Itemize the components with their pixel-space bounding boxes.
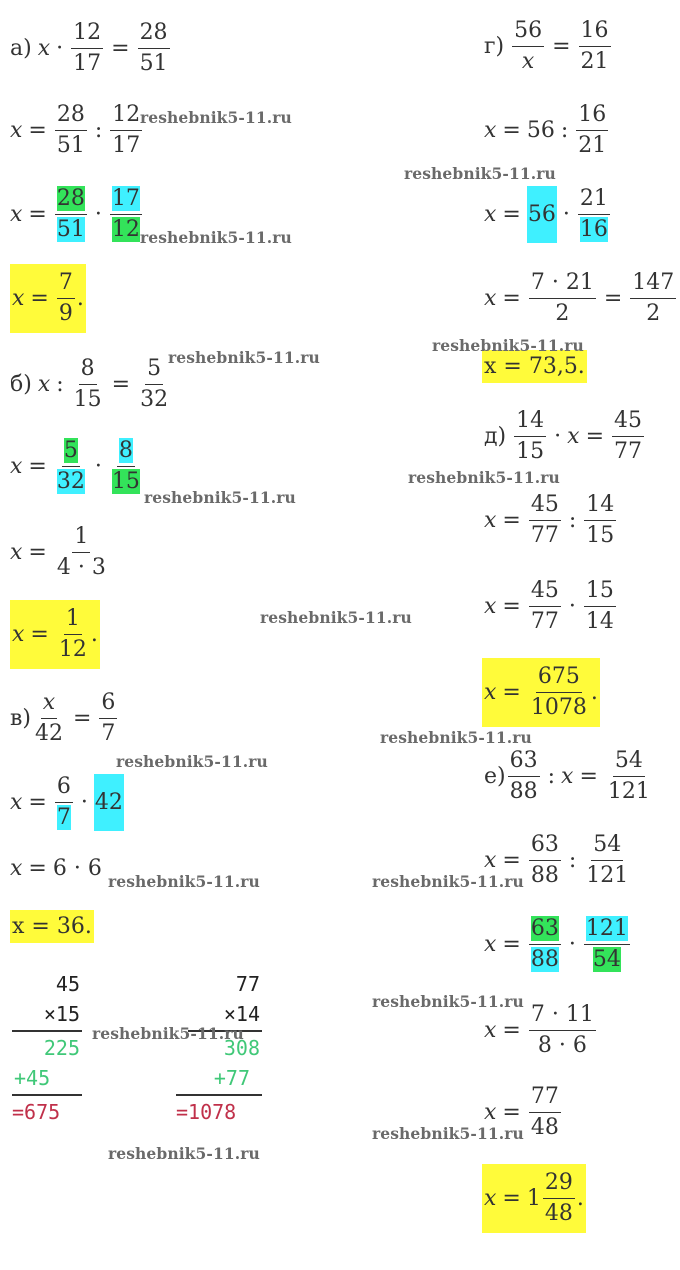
- op-eq: =: [552, 34, 571, 59]
- fraction: $\frac{45}{77}$: [614, 408, 642, 464]
- mult2-top: 77: [235, 972, 260, 996]
- op-mul: ·: [56, 36, 64, 61]
- equation-d-step1: [484, 490, 618, 551]
- fraction: [110, 436, 142, 497]
- answer-e: [482, 1164, 586, 1233]
- period: .: [90, 622, 98, 647]
- fraction: $\frac{6}{7}$: [56, 774, 71, 830]
- mult1-bottom: ×15: [43, 1002, 80, 1026]
- op-eq: =: [579, 764, 598, 789]
- watermark: reshebnik5-11.ru: [372, 872, 524, 891]
- period: .: [576, 1186, 584, 1211]
- fraction: $\frac{15}{14}$: [585, 578, 614, 634]
- mult2-bottom: ×14: [223, 1002, 260, 1026]
- answer-text: x = 36.: [12, 914, 92, 939]
- op-eq: =: [28, 540, 47, 565]
- op-div: :: [56, 372, 64, 397]
- equation-g-step2: [484, 184, 612, 245]
- variable-x: x: [484, 508, 497, 533]
- op-eq: =: [28, 790, 47, 815]
- variable-x: x: [484, 594, 497, 619]
- variable-x: x: [561, 764, 574, 789]
- fraction: $\frac{1}{4 \cdot 3}$: [56, 524, 106, 580]
- fraction: $\frac{147}{2}$: [632, 270, 675, 326]
- variable-x: x: [10, 454, 23, 479]
- highlight-cyan: 32: [56, 469, 85, 494]
- highlight-cyan: 51: [56, 217, 85, 242]
- fraction: $\frac{29}{48}$: [544, 1170, 573, 1226]
- fraction: $\frac{675}{1078}$: [530, 664, 587, 720]
- fraction: [55, 436, 87, 497]
- fraction: $\frac{45}{77}$: [530, 578, 559, 634]
- op-mul: ·: [568, 932, 576, 957]
- fraction: $\frac{63}{88}$: [509, 748, 538, 804]
- op-eq: =: [30, 622, 49, 647]
- equation-e-statement: [484, 746, 654, 807]
- answer-v: [10, 910, 94, 943]
- equation-d-statement: [484, 406, 646, 467]
- highlight-green: 15: [111, 469, 140, 494]
- highlight-green: 12: [111, 217, 140, 242]
- op-eq: =: [502, 1100, 521, 1125]
- variable-x: x: [12, 286, 25, 311]
- variable-x: x: [484, 118, 497, 143]
- op-eq: =: [502, 286, 521, 311]
- watermark: reshebnik5-11.ru: [108, 1144, 260, 1163]
- watermark: reshebnik5-11.ru: [140, 228, 292, 247]
- highlight-cyan: 42: [94, 774, 124, 831]
- equation-b-step1: [10, 436, 144, 497]
- variable-x: x: [484, 1100, 497, 1125]
- op-eq: =: [72, 706, 92, 731]
- fraction: $\frac{12}{17}$: [112, 102, 141, 158]
- answer-text: x = 73,5.: [484, 354, 585, 379]
- highlight-green: 54: [592, 947, 621, 972]
- highlight-cyan: 121: [585, 916, 628, 941]
- answer-a: [10, 264, 86, 333]
- equation-v-step1: [10, 772, 124, 833]
- variable-x: x: [10, 856, 23, 881]
- watermark: reshebnik5-11.ru: [140, 108, 292, 127]
- op-eq: =: [28, 856, 47, 881]
- period: .: [590, 680, 598, 705]
- variable-x: x: [10, 118, 23, 143]
- op-eq: =: [28, 202, 47, 227]
- highlight-green: 63: [530, 916, 559, 941]
- fraction: $\frac{16}{21}$: [580, 18, 609, 74]
- variable-x: x: [567, 424, 580, 449]
- watermark: reshebnik5-11.ru: [408, 468, 560, 487]
- variable-x: x: [484, 680, 497, 705]
- equation-v-step2: [10, 856, 102, 881]
- label-g: г): [484, 34, 505, 59]
- fraction: $\frac{7 \cdot 11}{8 \cdot 6}$: [530, 1002, 594, 1058]
- label-b: б): [10, 372, 32, 397]
- label-a: а): [10, 36, 32, 61]
- answer-b: [10, 600, 100, 669]
- fraction: $\frac{21}{16}$: [579, 186, 608, 242]
- fraction: $\frac{56}{x}$: [514, 18, 543, 74]
- expression: 6 · 6: [52, 856, 102, 881]
- fraction: $\frac{28}{51}$: [139, 20, 168, 76]
- equation-g-step1: [484, 100, 610, 161]
- highlight-cyan: 56: [527, 186, 557, 243]
- watermark: reshebnik5-11.ru: [372, 992, 524, 1011]
- op-eq: =: [603, 286, 623, 311]
- fraction: $\frac{14}{15}$: [586, 492, 615, 548]
- mult1-partial1: 225: [43, 1036, 80, 1060]
- variable-x: x: [484, 1186, 497, 1211]
- mult1-total: =675: [12, 1100, 61, 1124]
- watermark: reshebnik5-11.ru: [108, 872, 260, 891]
- answer-d: [482, 658, 600, 727]
- variable-x: x: [10, 540, 23, 565]
- fraction: $\frac{12}{17}$: [73, 20, 102, 76]
- watermark: reshebnik5-11.ru: [404, 164, 556, 183]
- number: 56: [526, 118, 555, 143]
- op-eq: =: [585, 424, 604, 449]
- watermark: reshebnik5-11.ru: [144, 488, 296, 507]
- equation-d-step2: [484, 576, 618, 637]
- op-eq: =: [30, 286, 49, 311]
- watermark: reshebnik5-11.ru: [116, 752, 268, 771]
- fraction: $\frac{45}{77}$: [530, 492, 559, 548]
- op-eq: =: [502, 680, 521, 705]
- variable-x: x: [484, 1018, 497, 1043]
- equation-e-step2: [484, 914, 632, 975]
- variable-x: x: [10, 790, 23, 815]
- fraction: $\frac{14}{15}$: [516, 408, 545, 464]
- highlight-cyan: 16: [579, 217, 608, 242]
- highlight-cyan: 7: [56, 805, 71, 830]
- op-eq: =: [111, 36, 130, 61]
- fraction: $\frac{54}{121}$: [607, 748, 650, 804]
- equation-a-step1: [10, 100, 144, 161]
- op-div: :: [560, 118, 569, 143]
- op-eq: =: [111, 372, 131, 397]
- fraction: $\frac{16}{21}$: [578, 102, 607, 158]
- op-div: :: [547, 764, 556, 789]
- equation-b-statement: [10, 354, 172, 415]
- variable-x: x: [484, 932, 497, 957]
- op-eq: =: [502, 1186, 521, 1211]
- fraction: $\frac{77}{48}$: [530, 1084, 559, 1140]
- fraction: [529, 914, 561, 975]
- equation-g-statement: [484, 16, 613, 77]
- op-div: :: [94, 118, 103, 143]
- variable-x: x: [484, 202, 497, 227]
- op-eq: =: [502, 848, 521, 873]
- label-d: д): [484, 424, 507, 449]
- equation-v-statement: [10, 688, 119, 749]
- fraction: $\frac{5}{32}$: [140, 356, 169, 412]
- equation-g-step3: [484, 268, 678, 329]
- fraction: $\frac{63}{88}$: [530, 832, 559, 888]
- variable-x: x: [12, 622, 25, 647]
- highlight-cyan: 88: [530, 947, 559, 972]
- equation-a-statement: [10, 18, 172, 79]
- highlight-green: 28: [56, 186, 85, 211]
- op-eq: =: [502, 932, 521, 957]
- variable-x: x: [10, 202, 23, 227]
- op-eq: =: [502, 118, 521, 143]
- whole-part: 1: [526, 1186, 541, 1211]
- label-e: е): [484, 764, 506, 789]
- op-mul: ·: [562, 202, 570, 227]
- op-div: :: [568, 508, 577, 533]
- fraction: [55, 184, 87, 245]
- op-mul: ·: [94, 454, 102, 479]
- watermark: reshebnik5-11.ru: [260, 608, 412, 627]
- variable-x: x: [484, 848, 497, 873]
- fraction: $\frac{1}{12}$: [58, 606, 87, 662]
- op-eq: =: [28, 454, 47, 479]
- highlight-green: 5: [63, 438, 78, 463]
- fraction: $\frac{8}{15}$: [73, 356, 102, 412]
- mult2-partial2: +77: [213, 1066, 250, 1090]
- mult1-top: 45: [55, 972, 80, 996]
- equation-a-step2: [10, 184, 144, 245]
- op-mul: ·: [568, 594, 576, 619]
- period: .: [76, 286, 84, 311]
- op-mul: ·: [80, 790, 88, 815]
- watermark: reshebnik5-11.ru: [432, 336, 584, 355]
- mult2-partial1: 308: [223, 1036, 260, 1060]
- watermark: reshebnik5-11.ru: [372, 1124, 524, 1143]
- op-mul: ·: [554, 424, 562, 449]
- fraction: [110, 184, 142, 245]
- fraction: [584, 914, 630, 975]
- op-eq: =: [502, 1018, 521, 1043]
- highlight-cyan: 8: [118, 438, 133, 463]
- fraction: $\frac{x}{42}$: [34, 690, 63, 746]
- variable-x: x: [37, 372, 51, 397]
- fraction: $\frac{54}{121}$: [586, 832, 629, 888]
- label-v: в): [10, 706, 31, 731]
- variable-x: x: [484, 286, 497, 311]
- watermark: reshebnik5-11.ru: [380, 728, 532, 747]
- fraction: $\frac{28}{51}$: [56, 102, 85, 158]
- fraction: $\frac{7 \cdot 21}{2}$: [530, 270, 594, 326]
- variable-x: x: [37, 36, 51, 61]
- op-div: :: [568, 848, 577, 873]
- fraction: $\frac{7}{9}$: [58, 270, 73, 326]
- highlight-cyan: 17: [111, 186, 140, 211]
- op-eq: =: [28, 118, 47, 143]
- fraction: $\frac{6}{7}$: [101, 690, 116, 746]
- watermark: reshebnik5-11.ru: [92, 1024, 244, 1043]
- watermark: reshebnik5-11.ru: [168, 348, 320, 367]
- mult2-total: =1078: [176, 1100, 237, 1124]
- mult1-partial2: +45: [14, 1066, 51, 1090]
- op-eq: =: [502, 202, 521, 227]
- op-mul: ·: [94, 202, 102, 227]
- op-eq: =: [502, 594, 521, 619]
- equation-b-step2: [10, 522, 110, 583]
- op-eq: =: [502, 508, 521, 533]
